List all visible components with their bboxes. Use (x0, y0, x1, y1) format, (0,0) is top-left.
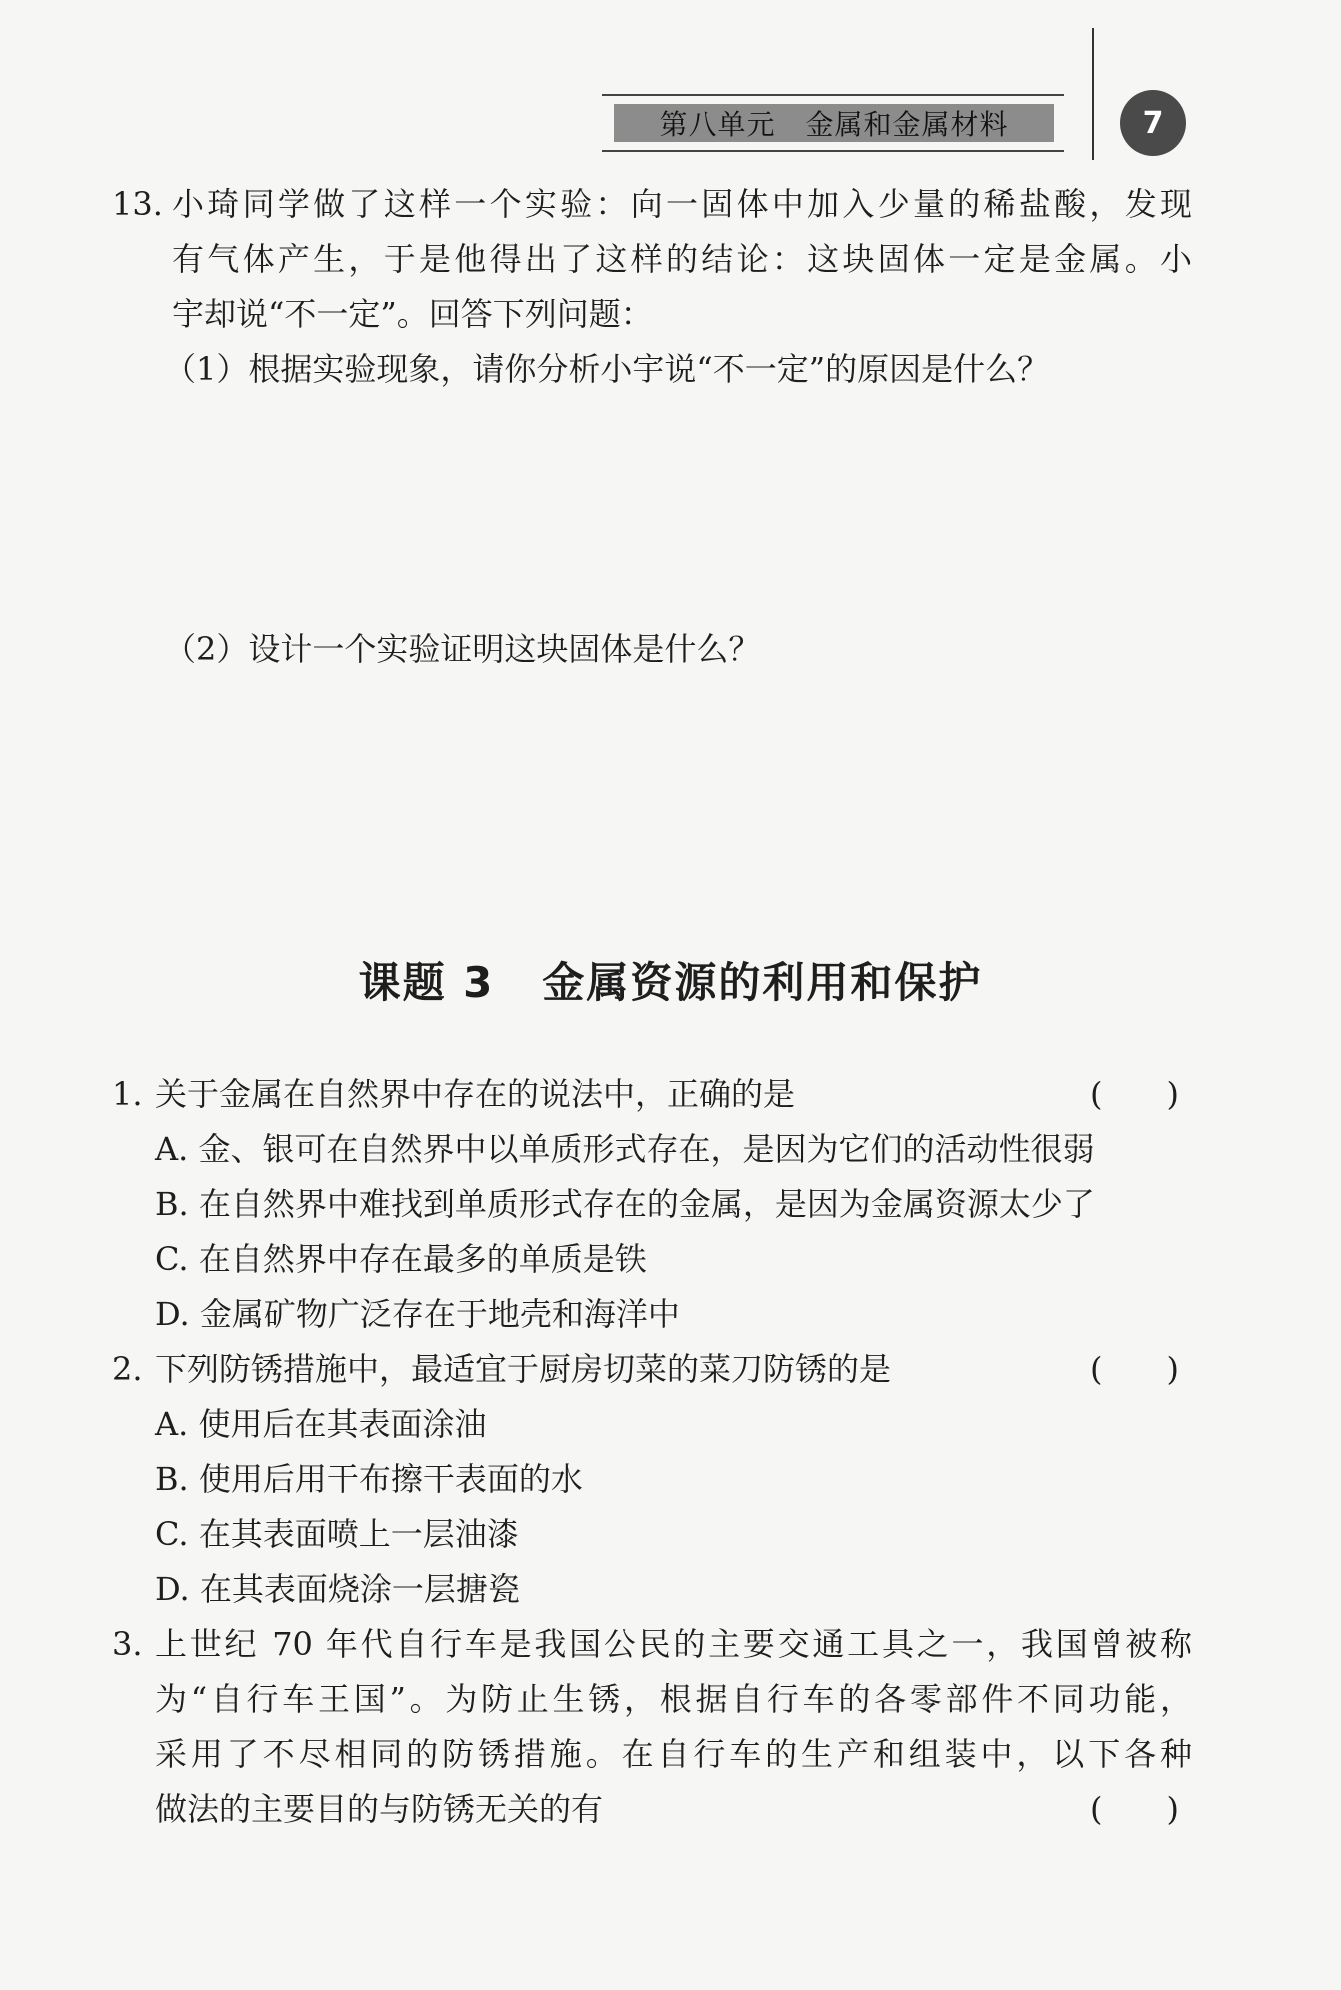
q1-answer-blank: ( ) (1090, 1075, 1179, 1113)
q3-line-1: 上世纪 70 年代自行车是我国公民的主要交通工具之一，我国曾被称 (155, 1625, 1192, 1663)
header-unit-title: 金属和金属材料 (805, 108, 1009, 141)
q1-stem: 关于金属在自然界中存在的说法中，正确的是 (155, 1075, 796, 1113)
q2-option-c: C. 在其表面喷上一层油漆 (155, 1515, 519, 1553)
q2-answer-blank: ( ) (1090, 1350, 1179, 1388)
section-title (0, 958, 1341, 1008)
q2-option-d: D. 在其表面烧涂一层搪瓷 (155, 1570, 520, 1608)
q1-option-b: B. 在自然界中难找到单质形式存在的金属，是因为金属资源太少了 (155, 1185, 1095, 1223)
q3-line-3: 采用了不尽相同的防锈措施。在自行车的生产和组装中，以下各种 (155, 1735, 1192, 1773)
q13-line-3: 宇却说“不一定”。回答下列问题： (172, 295, 653, 333)
q2-option-b: B. 使用后用干布擦干表面的水 (155, 1460, 583, 1498)
header-bottom-rule (602, 150, 1064, 152)
page-number-badge: 7 (1120, 90, 1186, 156)
q1-option-a: A. 金、银可在自然界中以单质形式存在，是因为它们的活动性很弱 (155, 1130, 1095, 1168)
q1-option-d: D. 金属矿物广泛存在于地壳和海洋中 (155, 1295, 680, 1333)
q3-line-2: 为“自行车王国”。为防止生锈，根据自行车的各零部件不同功能， (155, 1680, 1192, 1718)
header-top-rule (602, 94, 1064, 96)
q13-sub-1: （1）根据实验现象，请你分析小宇说“不一定”的原因是什么？ (164, 350, 1050, 388)
q2-number: 2. (112, 1350, 143, 1388)
q3-number: 3. (112, 1625, 143, 1663)
q1-option-c: C. 在自然界中存在最多的单质是铁 (155, 1240, 647, 1278)
q13-sub-2: （2）设计一个实验证明这块固体是什么？ (164, 630, 761, 668)
header-unit: 第八单元 (659, 108, 776, 141)
q1-number: 1. (112, 1075, 143, 1113)
q2-option-a: A. 使用后在其表面涂油 (155, 1405, 487, 1443)
q13-number: 13. (112, 185, 163, 223)
header-vertical-rule (1092, 28, 1094, 160)
q13-line-2: 有气体产生，于是他得出了这样的结论：这块固体一定是金属。小 (172, 240, 1192, 278)
q2-stem: 下列防锈措施中，最适宜于厨房切菜的菜刀防锈的是 (155, 1350, 892, 1388)
q3-line-4: 做法的主要目的与防锈无关的有 (155, 1790, 604, 1828)
section-title-text: 金属资源的利用和保护 (542, 958, 983, 1007)
section-label: 课题 3 (358, 958, 495, 1007)
q3-answer-blank: ( ) (1090, 1790, 1179, 1828)
running-header (614, 104, 1054, 142)
q13-line-1: 小琦同学做了这样一个实验：向一固体中加入少量的稀盐酸，发现 (172, 185, 1192, 223)
